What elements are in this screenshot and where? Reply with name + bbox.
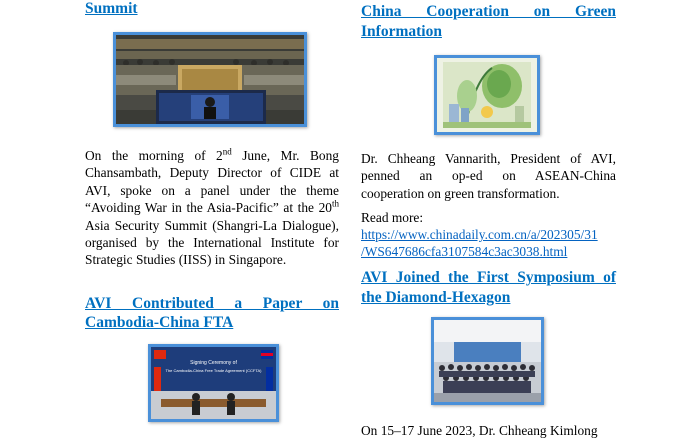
symposium-heading-line2[interactable] [361,288,616,308]
heading-line: China Cooperation on Green [361,3,616,20]
para-part: Asia Security Summit (Shangri-La Dialogue), organised by the International Institute for Strategic Studies (IISS) in Singapore. [85,217,339,268]
green-cooperation-heading-line2[interactable] [361,22,616,42]
para-part: June, Mr. Bong Chansambath, Deputy Director of CIDE at AVI, spoke on a panel under the theme “Avoiding War in the Asia-Pacific” at the 20 [85,148,340,216]
symposium-paragraph-start: On 15–17 June 2023, Dr. Chheang Kimlong [361,423,598,438]
green-cooperation-paragraph: Dr. Chheang Vannarith, President of AVI, penned an op-ed on ASEAN-China cooperation on green transformation. [361,151,616,201]
green-cooperation-heading[interactable] [361,2,616,22]
read-more-label: Read more: [361,210,424,225]
heading-line: Cambodia-China FTA [85,314,234,331]
link-line[interactable]: /WS647686cfa3107584c3ac3038.html [361,244,568,260]
heading-line: the Diamond-Hexagon [361,289,511,306]
shangri-la-heading[interactable] [85,0,339,19]
heading-text: Summit [85,0,138,17]
heading-line: AVI Joined the First Symposium of [361,269,616,286]
banner-line-1: Signing Ceremony of [190,360,237,366]
fta-heading-line2[interactable] [85,313,339,333]
fta-heading[interactable] [85,294,339,314]
green-transformation-illustration [434,55,540,135]
para-part: On the morning of 2 [85,148,223,163]
heading-line: AVI Contributed a Paper on [85,295,339,312]
shangri-la-photo [113,32,307,127]
ordinal-suffix: th [331,198,339,209]
ordinal-suffix: nd [222,146,232,157]
fta-photo [148,344,279,422]
link-line[interactable]: https://www.chinadaily.com.cn/a/202305/31 [361,227,598,242]
conference-photo-image [116,35,304,124]
symposium-group-photo [431,317,544,405]
group-photo-image [434,320,541,402]
chinadaily-link[interactable] [361,226,621,261]
symposium-heading[interactable] [361,268,616,288]
shangri-la-paragraph [85,147,339,269]
heading-line: Information [361,23,442,40]
banner-line-2: The Cambodia-China Free Trade Agreement (CCFTA) [165,368,262,373]
green-illustration-image [437,58,537,132]
signing-ceremony-image [151,347,276,419]
